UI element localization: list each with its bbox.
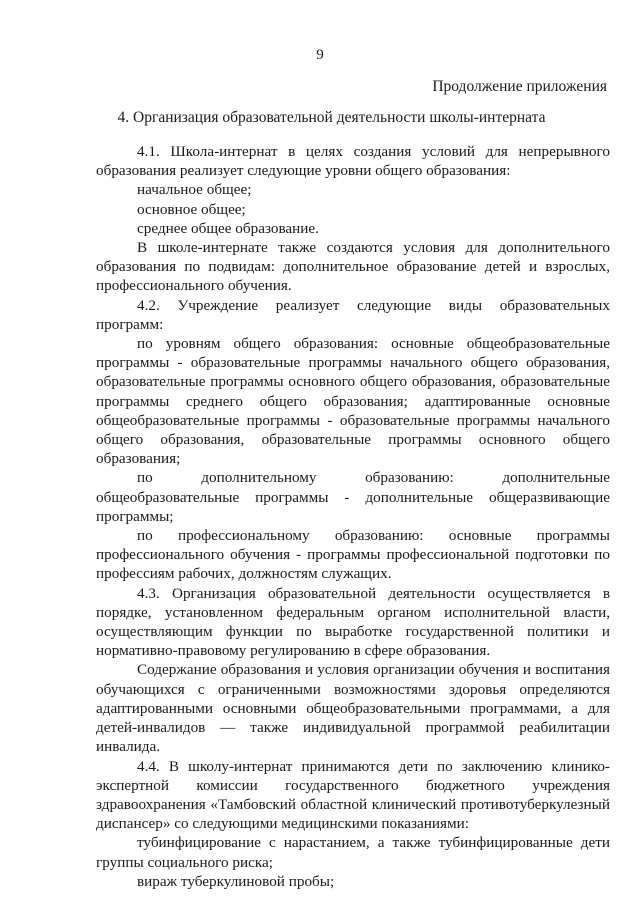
list-item-primary: начальное общее; (137, 181, 252, 199)
paragraph-general-programs: по уровням общего образования: основные общеобразовательные программы - образовательные программы начального общего образования, образовательные программы основного общего образования, образовательные программы среднего общего образования; адаптированные основные общеобразовательные программы - образовательные программы начального общего образования, образовательные программы основного общего образования; (96, 335, 610, 468)
paragraph-tuberculosis-infection: тубинфицирование с нарастанием, а также тубинфицированные дети группы социального риска; (96, 834, 610, 871)
appendix-continuation-note: Продолжение приложения (432, 78, 607, 95)
paragraph-4-1: 4.1. Школа-интернат в целях создания условий для непрерывного образования реализует следующие уровни общего образования: (96, 143, 610, 180)
paragraph-additional-education: В школе-интернате также создаются условия для дополнительного образования по подвидам: дополнительное образование детей и взрослых, профессионального обучения. (96, 239, 610, 295)
paragraph-4-4: 4.4. В школу-интернат принимаются дети по заключению клинико-экспертной комиссии государственного бюджетного учреждения здравоохранения «Тамбовский областной клинический противотуберкулезный диспансер» со следующими медицинскими показаниями: (96, 757, 610, 833)
paragraph-professional-programs: по профессиональному образованию: основные программы профессионального обучения - программы профессиональной подготовки по профессиям рабочих, должностям служащих. (96, 527, 610, 583)
page-number: 9 (316, 47, 324, 63)
document-body (96, 142, 610, 891)
paragraph-content-of-education: Содержание образования и условия организации обучения и воспитания обучающихся с ограниченными возможностями здоровья определяются адаптированными основными общеобразовательными программами, а для детей-инвалидов — также индивидуальной программой реабилитации инвалида. (96, 661, 610, 756)
list-item-secondary: среднее общее образование. (137, 219, 319, 237)
list-item-basic: основное общее; (137, 200, 246, 218)
paragraph-4-3: 4.3. Организация образовательной деятельности осуществляется в порядке, установленном федеральным органом исполнительной власти, осуществляющим функции по выработке государственной политики и нормативно-правовому регулированию в сфере образования. (96, 584, 610, 660)
list-item-tuberculin-test: вираж туберкулиновой пробы; (137, 872, 335, 890)
paragraph-4-2: 4.2. Учреждение реализует следующие виды образовательных программ: (96, 296, 610, 333)
paragraph-additional-programs: по дополнительному образованию: дополнительные общеобразовательные программы - дополнительные общеразвивающие программы; (96, 469, 610, 525)
section-title: 4. Организация образовательной деятельности школы-интерната (117, 109, 546, 126)
